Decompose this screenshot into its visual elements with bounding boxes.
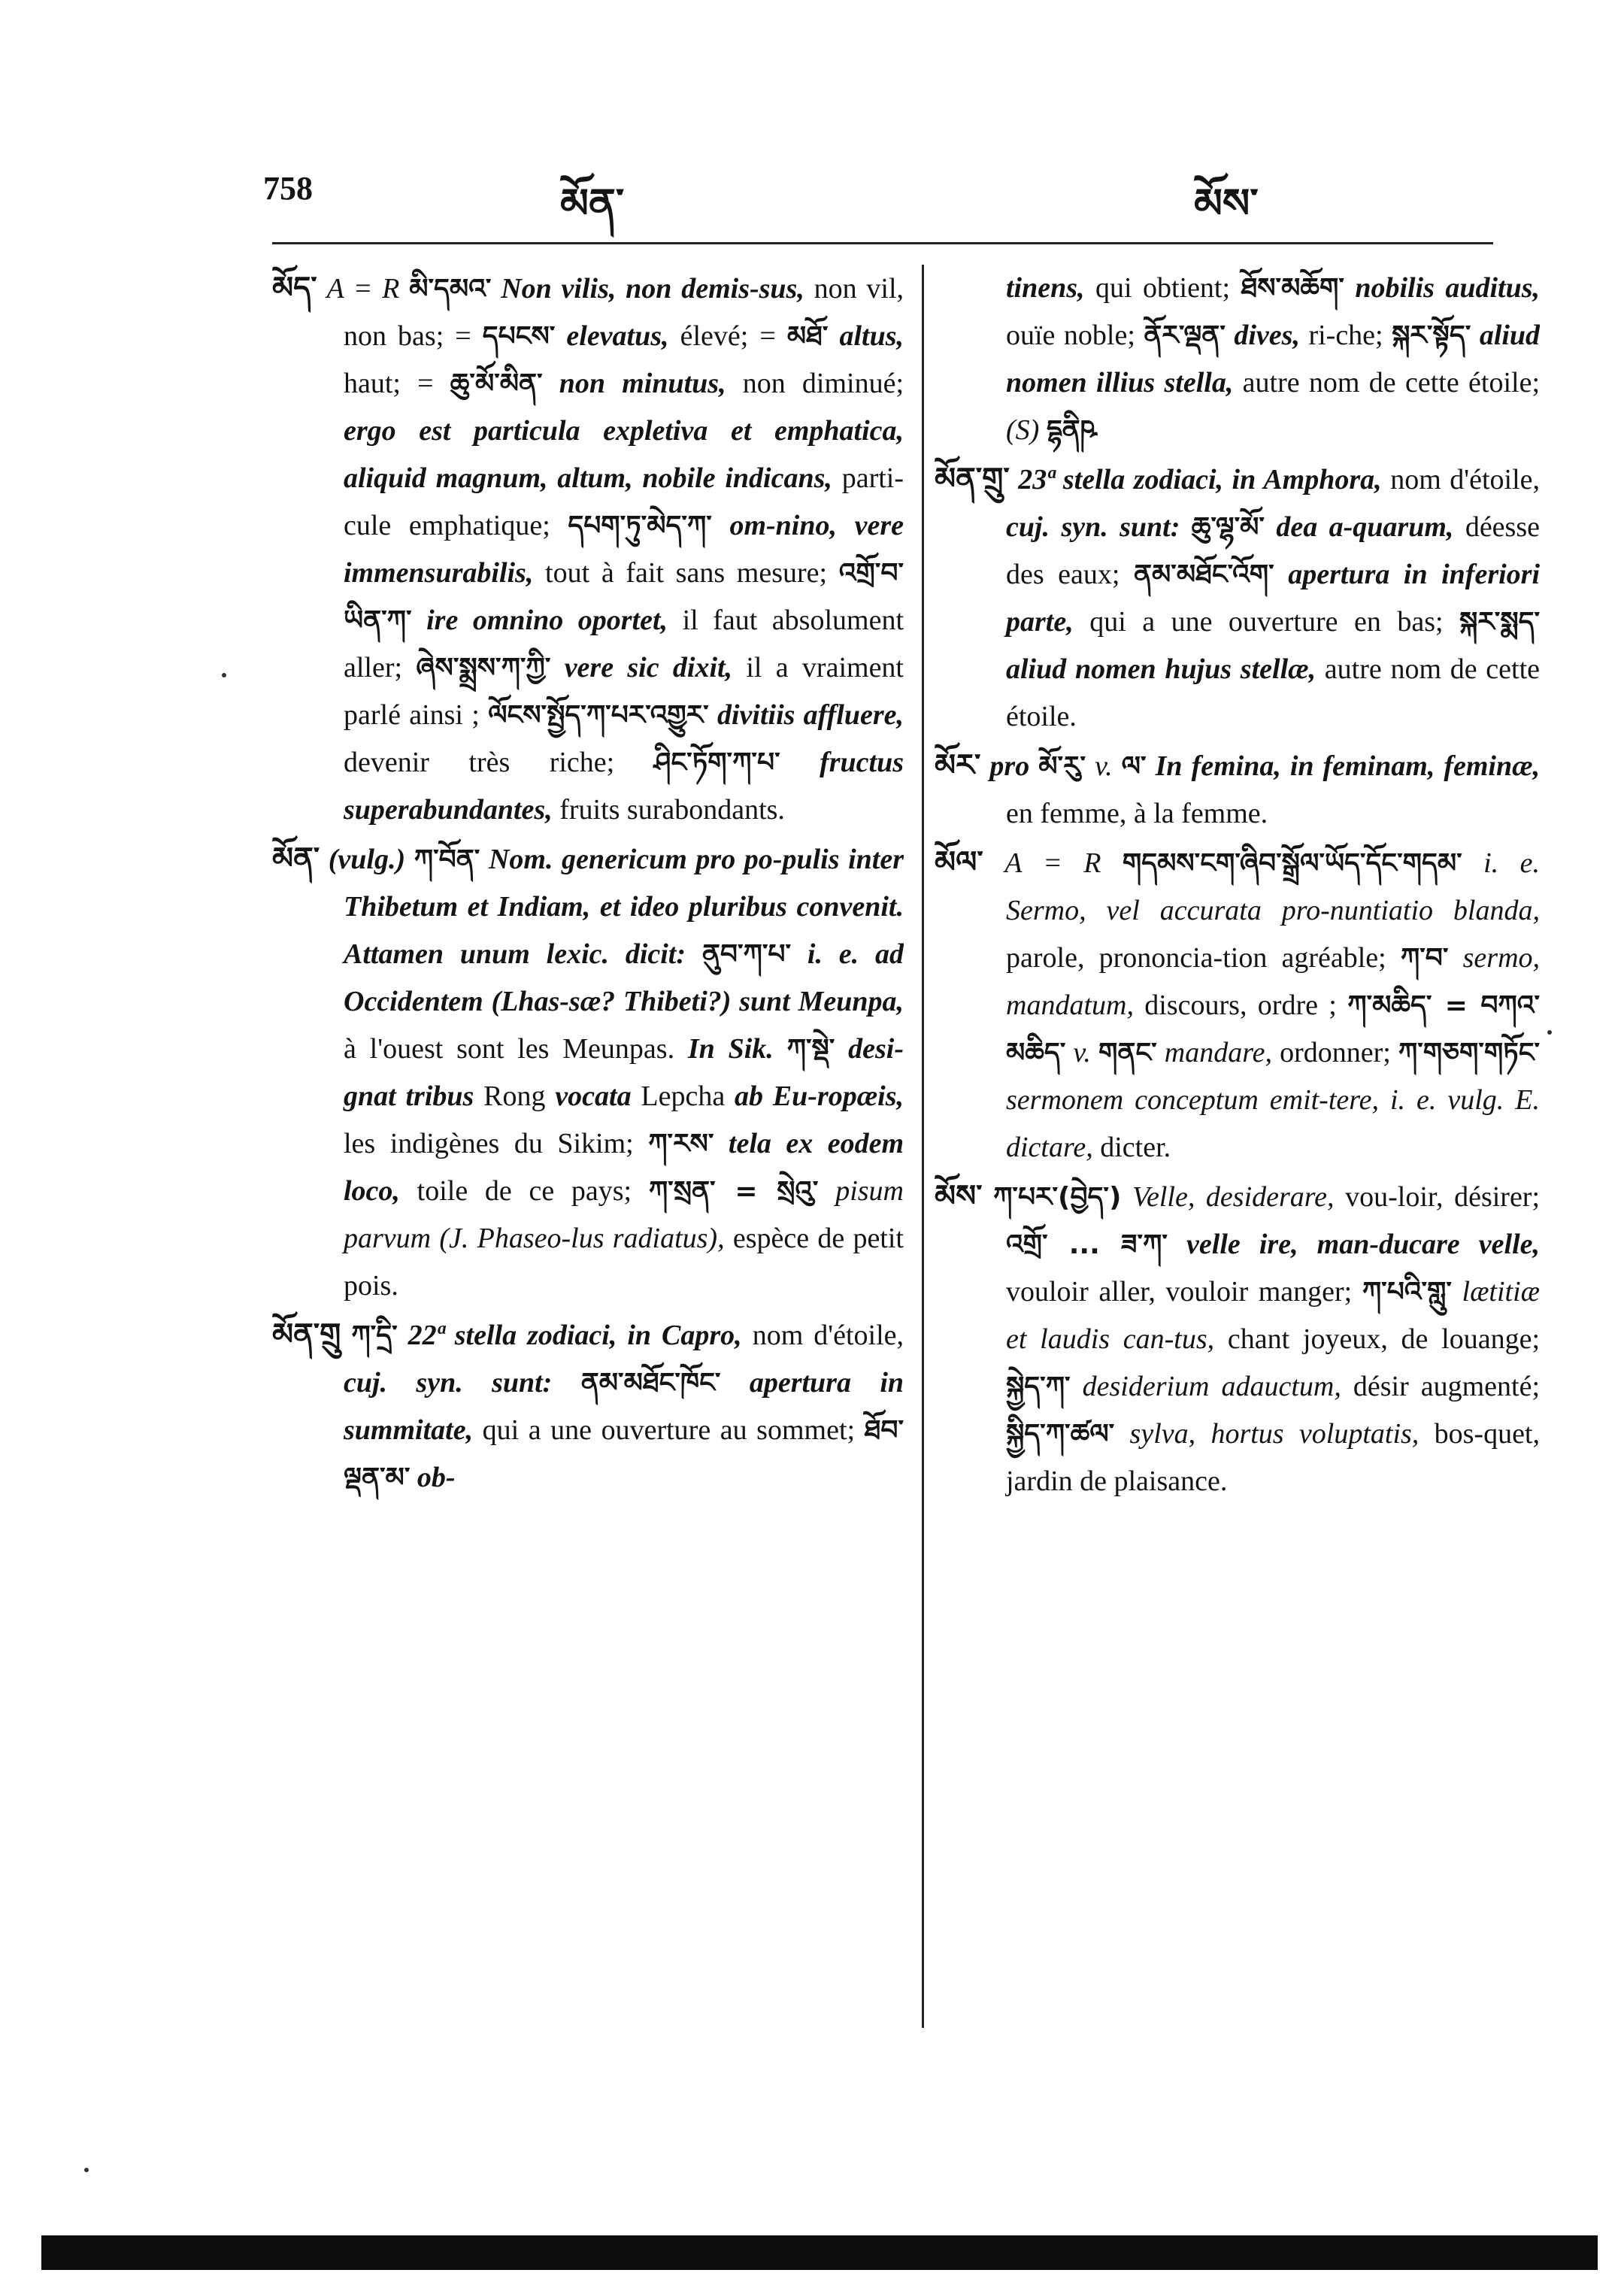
scan-speck bbox=[1547, 1030, 1552, 1035]
entry-mol: མོལ་ A = R གདམས་ངག་ཞིབ་སྒྲོལ་ཡོད་དོང་གདམ་ i. e. Sermo, vel accurata pro-nuntiatio blanda, parole, prononcia-tion agréable; ཀ་བ་ sermo, mandatum, discours, ordre ; ཀ་མཆིད་ = བཀའ་མཆིད་ v. གནང་ mandare, ordonner; ཀ་གཅག་གཏོང་ sermonem conceptum emit-tere, i. e. vulg. E. dictare, dicter. bbox=[935, 845, 1540, 1163]
entry-mor: མོར་ pro མོ་རུ་ v. ལ་ In femina, in feminam, feminæ, en femme, à la femme. bbox=[935, 748, 1540, 829]
scan-border-bar bbox=[41, 2235, 1598, 2270]
right-running-head: མོས་ bbox=[1194, 180, 1259, 227]
headword: མོར་ bbox=[935, 748, 981, 783]
scan-speck bbox=[84, 2168, 89, 2172]
entry-continuation: tinens, qui obtient; ཐོས་མཆོག་ nobilis auditus, ouïe noble; ནོར་ལྡན་ dives, ri-che; སྐར་སྟོད་ aliud nomen illius stella, autre nom de cette étoile; (S) དྷནིཥ bbox=[1006, 272, 1540, 446]
headword: མོལ་ bbox=[935, 845, 983, 880]
headword: མོན་གྲུ་ bbox=[935, 462, 1010, 496]
entry-mongru-2: མོན་གྲུ་ 23ª stella zodiaci, in Amphora, nom d'étoile, cuj. syn. sunt: ཆུ་ལྷ་མོ་ dea a-quarum, déesse des eaux; ནམ་མཐོང་འོག་ apertura in inferiori parte, qui a une ouverture en bas; སྐར་སྨད་ aliud nomen hujus stellæ, autre nom de cette étoile. bbox=[935, 462, 1540, 732]
headword: མོན་གྲུ bbox=[272, 1317, 341, 1352]
headword: མོས་ bbox=[935, 1179, 983, 1214]
entry-mon: མོན་ (vulg.) ཀ་བོན་ Nom. genericum pro po-pulis inter Thibetum et Indiam, et ideo pluribus convenit. Attamen unum lexic. dicit: ནུབ་ཀ་པ་ i. e. ad Occidentem (Lhas-sæ? Thibeti?) sunt Meunpa, à l'ouest sont les Meunpas. In Sik. ཀ་སྡེ་ desi-gnat tribus Rong vocata Lepcha ab Eu-ropæis, les indigènes du Sikim; ཀ་རས་ tela ex eodem loco, toile de ce pays; ཀ་སྲན་ = སྲེའུ་ pisum parvum (J. Phaseo-lus radiatus), espèce de petit pois. bbox=[272, 841, 904, 1302]
scan-speck bbox=[222, 673, 226, 677]
column-divider bbox=[922, 265, 924, 2028]
entry-mod: མོད་ A = R མི་དམའ་ Non vilis, non demis-sus, non vil, non bas; = དཔངས་ elevatus, élevé; = མཐོ་ altus, haut; = ཆུ་མོ་མིན་ non minutus, non diminué; ergo est particula expletiva et emphatica, aliquid magnum, altum, nobile indicans, parti-cule emphatique; དཔག་ཏུ་མེད་ཀ་ om-nino, vere immensurabilis, tout à fait sans mesure; འགྲོ་བ་ཡིན་ཀ་ ire omnino oportet, il faut absolument aller; ཞེས་སྨྲས་ཀ་ཀྱི་ vere sic dixit, il a vraiment parlé ainsi ; ལོངས་སྤྱོད་ཀ་པར་འགྱུར་ divitiis affluere, devenir très riche; ཤིང་ཏོག་ཀ་པ་ fructus superabundantes, fruits surabondants. bbox=[272, 271, 904, 826]
right-column bbox=[935, 265, 1540, 2054]
headword: མོན་ bbox=[272, 841, 320, 876]
header-rule bbox=[272, 242, 1493, 244]
page-number: 758 bbox=[263, 170, 313, 207]
left-running-head: མོན་ bbox=[560, 180, 625, 227]
entry-mos: མོས་ ཀ་པར་(བྱེད་) Velle, desiderare, vou-loir, désirer; འགྲོ་ ... ཟ་ཀ་ velle ire, man-ducare velle, vouloir aller, vouloir manger; ཀ་པའི་གླུ་ lætitiæ et laudis can-tus, chant joyeux, de louange; སྐྱེད་ཀ་ desiderium adauctum, désir augmenté; སྐྱིད་ཀ་ཚལ་ sylva, hortus voluptatis, bos-quet, jardin de plaisance. bbox=[935, 1179, 1540, 1497]
entry-mongru: མོན་གྲུ ཀ་དྲི་ 22ª stella zodiaci, in Capro, nom d'étoile, cuj. syn. sunt: ནམ་མཐོང་ཁོང་ apertura in summitate, qui a une ouverture au sommet; ཐོབ་ལྡན་མ་ ob- bbox=[272, 1317, 904, 1493]
headword: མོད་ bbox=[272, 271, 317, 305]
left-column bbox=[272, 265, 904, 2054]
